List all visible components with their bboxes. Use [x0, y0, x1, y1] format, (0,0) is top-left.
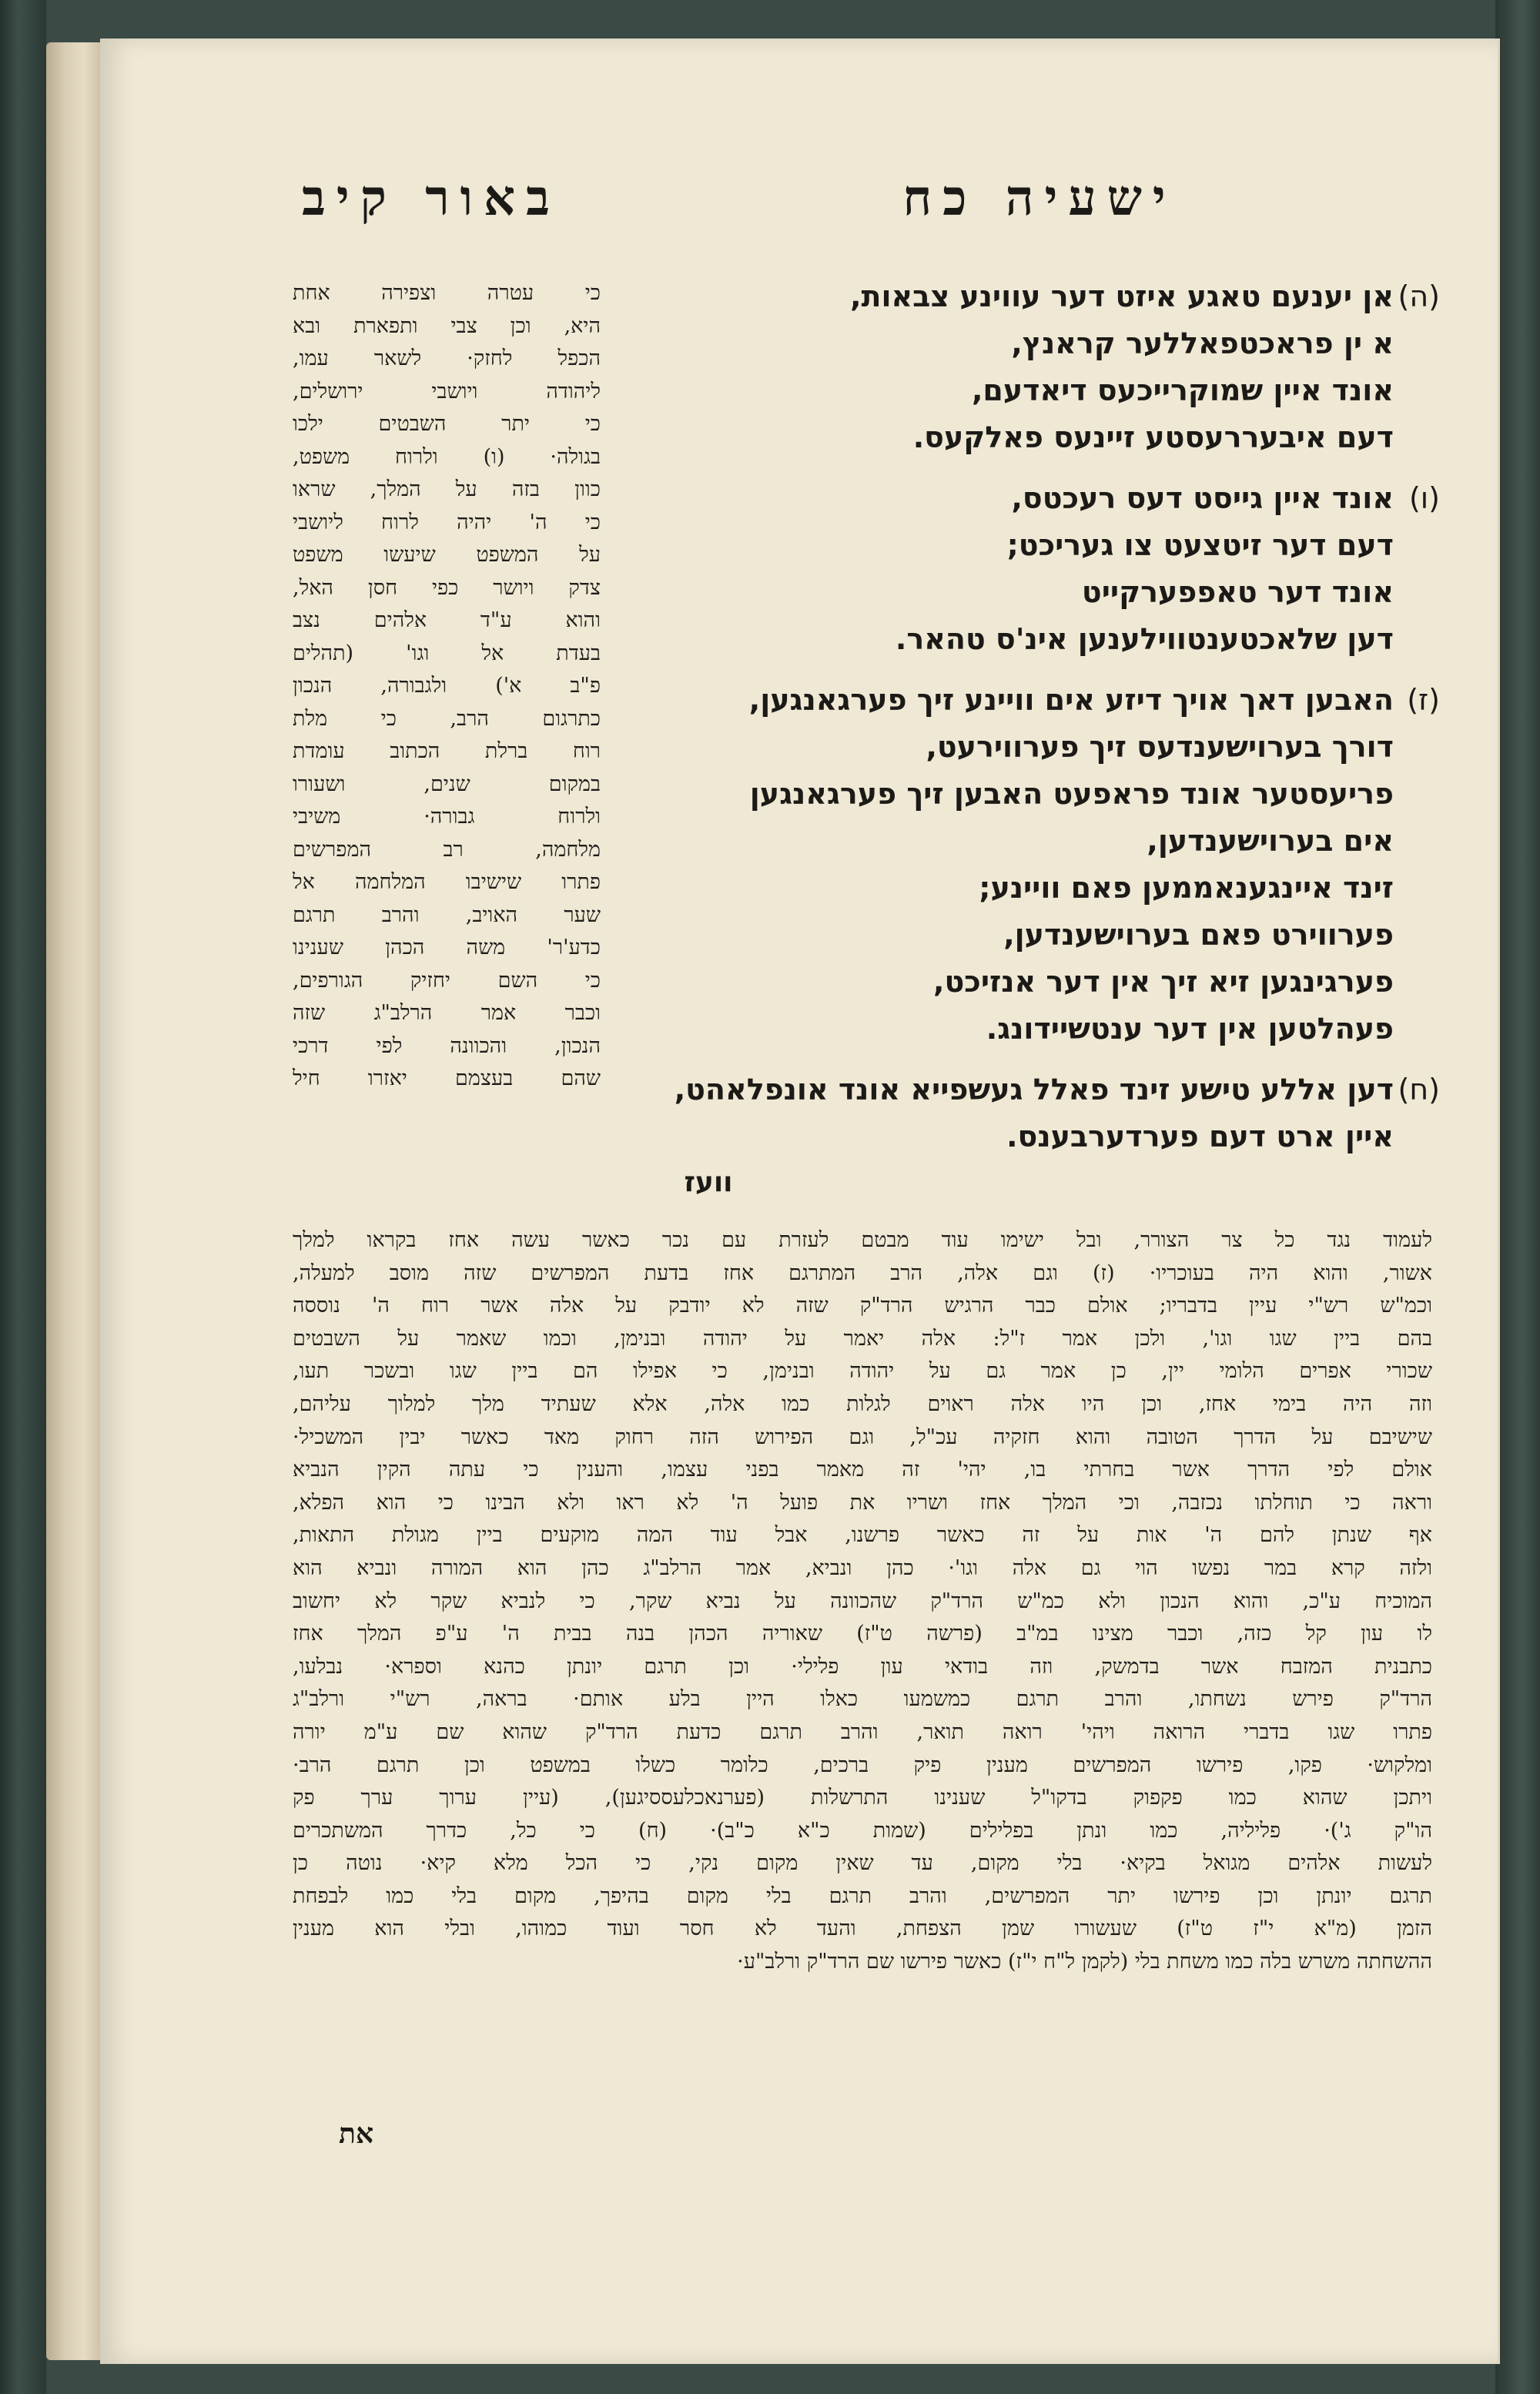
verse-line: דורך בערוישענדעס זיך פערווירעט,	[926, 730, 1394, 764]
commentary-line: על המשפט שיעשו משפט	[293, 543, 601, 567]
commentary-line: כתבנית המזבח אשר בדמשק, וזה בודאי עון פלילי· וכן תרגם יונתן כהנא וספרא· נבלעו,	[293, 1654, 1432, 1679]
commentary-line: הרד"ק פירש נשחתו, והרב תרגם כמשמעו כאלו היין בלע אותם· בראה, רש"י ורלב"ג	[293, 1687, 1432, 1712]
page-stack-left	[46, 42, 100, 2360]
book-cover-left	[0, 0, 46, 2394]
commentary-line: וכמ"ש רש"י עיין בדבריו; אולם כבר הרגיש הרד"ק שזה לא יודבק על אלה אשר רוח ה' נוססה	[293, 1294, 1432, 1318]
commentary-line: אף שנתן להם ה' אות על זה כאשר פרשנו, אבל עוד המה מוקעים ביין מגולת התאות,	[293, 1523, 1432, 1548]
commentary-line: וראה כי תוחלתו נכזבה, וכי המלך אחז ושריו את פועל ה' לא ראו ולא הבינו כי הוא הפלא,	[293, 1490, 1432, 1515]
commentary-full-width	[293, 1224, 1432, 1979]
verse-line: (ו)אונד איין גייסט דעס רעכטס,	[639, 475, 1440, 522]
verse-number: (ז)	[1407, 683, 1440, 717]
commentary-line: צדק ויושר כפי חסן האל,	[293, 575, 601, 600]
commentary-line: לעשות אלהים מגואל בקיא· בלי מקום, עד שאין מקום נקי, כי הכל מלא קיא· נוטה כן	[293, 1851, 1432, 1876]
footer-catchword: את	[339, 2118, 374, 2150]
commentary-line: פ"ב א') ולגבורה, הנכון	[293, 674, 601, 698]
commentary-line: ולרוח גבורה· משיבי	[293, 805, 601, 829]
verse-line: פערגינגען זיא זיך אין דער אנזיכט,	[933, 965, 1394, 999]
commentary-line: המוכיח ע"כ, והוא הנכון ולא כמ"ש הרד"ק שהכוונה על נביא שקר, כי לנביא שקר לא יחשוב	[293, 1589, 1432, 1613]
commentary-line: וזה היה בימי אחז, וכן היו אלה ראוים לגלות כמו אלה, אלא שעתיד מלך למלוך עליהם,	[293, 1391, 1432, 1416]
commentary-line: שישיבם על הדרך הטובה והוא חזקיה עכ"ל, וגם הפירוש הזה רחוק מאד כאשר יבין המשכיל·	[293, 1425, 1432, 1449]
book-cover-right	[1495, 0, 1540, 2394]
verse-number: (ה)	[1398, 280, 1440, 313]
verse-catchword: וועז	[684, 1167, 733, 1198]
verse-line: פעהלטען אין דער ענטשיידונג.	[986, 1012, 1394, 1046]
commentary-line: הכפל לחזק· לשאר עמו,	[293, 347, 601, 370]
verse-stanza	[639, 273, 1440, 461]
commentary-line: אולם לפי הדרך אשר בחרתי בו, יהי' זה מאמר בפני עצמו, והענין כי עתה הקין הנביא	[293, 1458, 1432, 1482]
commentary-line: שכורי אפרים הלומי יין, כן אמר גם על יהודה ובנימן, כי אפילו הם ביין שגו ובשכר תעו,	[293, 1359, 1432, 1384]
verse-line: אונד איין שמוקרייכעס דיאדעם,	[971, 373, 1394, 407]
commentary-line: הנכון, והכוונה לפי דרכי	[293, 1033, 601, 1058]
commentary-line: כתרגום הרב, כי מלת	[293, 706, 601, 731]
verse-line: אים בערוישענדען,	[1147, 824, 1394, 858]
commentary-line: כוון בזה על המלך, שראו	[293, 477, 601, 501]
commentary-line: הזמן (מ"א י"ז ט"ז) שעשורו שמן הצפחת, והעד לא חסר ועוד כמוהו, ובלי הוא מענין	[293, 1917, 1432, 1941]
commentary-line: כי עטרה וצפירה אחת	[293, 281, 601, 305]
commentary-line: שהם בעצמם יאזרו חיל	[293, 1066, 601, 1090]
commentary-line: כדע'ר' משה הכהן שענינו	[293, 936, 601, 959]
verse-line: איין ארט דעם פערדערבענס.	[1006, 1120, 1394, 1153]
commentary-line: ההשחתה משרש בלה כמו משחת בלי (לקמן ל"ח י"ז) כאשר פירשו שם הרד"ק ורלב"ע·	[737, 1950, 1432, 1974]
verse-stanza	[639, 677, 1440, 1053]
verse-stanza	[639, 475, 1440, 663]
commentary-line: ולזה קרא במר נפשו הוי גם אלה וגו'· כהן ונביא, אמר הרלב"ג כהן הוא המורה ונביא הוא	[293, 1555, 1432, 1580]
commentary-line: ליהודה ויושבי ירושלים,	[293, 379, 601, 403]
verse-line: פריעסטער אונד פראפעט האבען זיך פערגאנגען	[749, 777, 1394, 811]
commentary-column	[293, 277, 601, 1096]
commentary-line: מלחמה, רב המפרשים	[293, 837, 601, 862]
commentary-line: פתרו שישיבו המלחמה אל	[293, 870, 601, 894]
commentary-line: שער האויב, והרב תרגם	[293, 902, 601, 927]
commentary-line: הו"ק ג')· פליליה, כמו ונתן בפלילים (שמות כ"א כ"ב)· (ח) כי כל, כדרך המשתכרים	[293, 1818, 1432, 1843]
commentary-line: והוא ע"ד אלהים נצב	[293, 608, 601, 632]
commentary-line: במקום שנים, ושעורו	[293, 772, 601, 796]
commentary-line: כי השם יחזיק הגורפים,	[293, 968, 601, 993]
verse-number: (ח)	[1398, 1073, 1440, 1107]
commentary-line: פתרו שגו בדברי הרואה ויהי' רואה תואר, והרב תרגם כדעת הרד"ק שהוא שם ע"מ יורה	[293, 1719, 1432, 1744]
verse-line: (ז)האבען דאך אויך דיזע אים וויינע זיך פערגאנגען,	[639, 677, 1440, 724]
commentary-line: לו עון קל כזה, וכבר מצינו במ"ב (פרשה ט"ז) שאוריה הכהן בנה בבית ה' ע"פ המלך אחז	[293, 1622, 1432, 1646]
verse-line: (ה)אן יענעם טאגע איזט דער עווינע צבאות,	[639, 273, 1440, 320]
verse-line: פערווירט פאם בערוישענדען,	[1003, 918, 1394, 952]
verse-line: א ין פראכטפאללער קראנץ,	[1011, 326, 1394, 360]
commentary-line: תרגם יונתן וכן פירשו יתר המפרשים, והרב תרגם בלי מקום בהיפך, מקום בלי כמו לבפחת	[293, 1883, 1432, 1908]
verse-line: (ח)דען אללע טישע זינד פאלל געשפייא אונד אונפלאהט,	[639, 1066, 1440, 1113]
commentary-line: ויתכן שהוא כמו פקפוק בדקו"ל שענינו התרשלות (פערנאכלעססיגען), (עיין ערוך ערך פק	[293, 1786, 1432, 1810]
running-header-right: ישעיה כח	[902, 169, 1177, 227]
commentary-line: כי יתר השבטים ילכו	[293, 412, 601, 436]
verse-line: דען שלאכטענטווילענען אינ'ס טהאר.	[895, 622, 1394, 656]
verse-line: דעם איבעררעסטע זיינעס פאלקעס.	[912, 420, 1394, 454]
commentary-line: בהם ביין שגו וגו', ולכן אמר ז"ל: אלה יאמר על יהודה ובנימן, וכמו שאמר על השבטים	[293, 1326, 1432, 1351]
verse-number: (ו)	[1408, 481, 1440, 515]
commentary-line: בעדת אל וגו' (תהלים	[293, 641, 601, 665]
commentary-line: רוח ברלת הכתוב עומדת	[293, 739, 601, 763]
verse-translation-column	[639, 273, 1440, 1174]
commentary-line: כי ה' יהיה לרוח ליושבי	[293, 510, 601, 534]
commentary-line: ומלקוש· פקו, פירשו המפרשים מענין פיק ברכים, כלומר כשלו במשפט וכן תרגם הרב·	[293, 1753, 1432, 1777]
commentary-line: אשור, והוא היה בעוכריו· (ז) וגם אלה, הרב המתרגם אחז בדעת המפרשים שזה מוסב למעלה,	[293, 1261, 1432, 1285]
commentary-line: בגולה· (ו) ולרוח משפט,	[293, 444, 601, 469]
commentary-line: היא, וכן צבי ותפארת ובא	[293, 313, 601, 338]
verse-line: זינד איינגענאממען פאם וויינע;	[979, 871, 1394, 905]
verse-line: אונד דער טאפפערקייט	[1081, 575, 1394, 609]
running-header-left: באור קיב	[302, 169, 561, 227]
commentary-line: וכבר אמר הרלב"ג שזה	[293, 1001, 601, 1025]
verse-line: דעם דער זיטצעט צו געריכט;	[1006, 528, 1394, 562]
verse-stanza	[639, 1066, 1440, 1160]
commentary-line: לעמוד נגד כל צר הצורר, ובל ישימו עוד מבטם לעזרת עם נכר כאשר עשה אחז בקראו למלך	[293, 1228, 1432, 1252]
